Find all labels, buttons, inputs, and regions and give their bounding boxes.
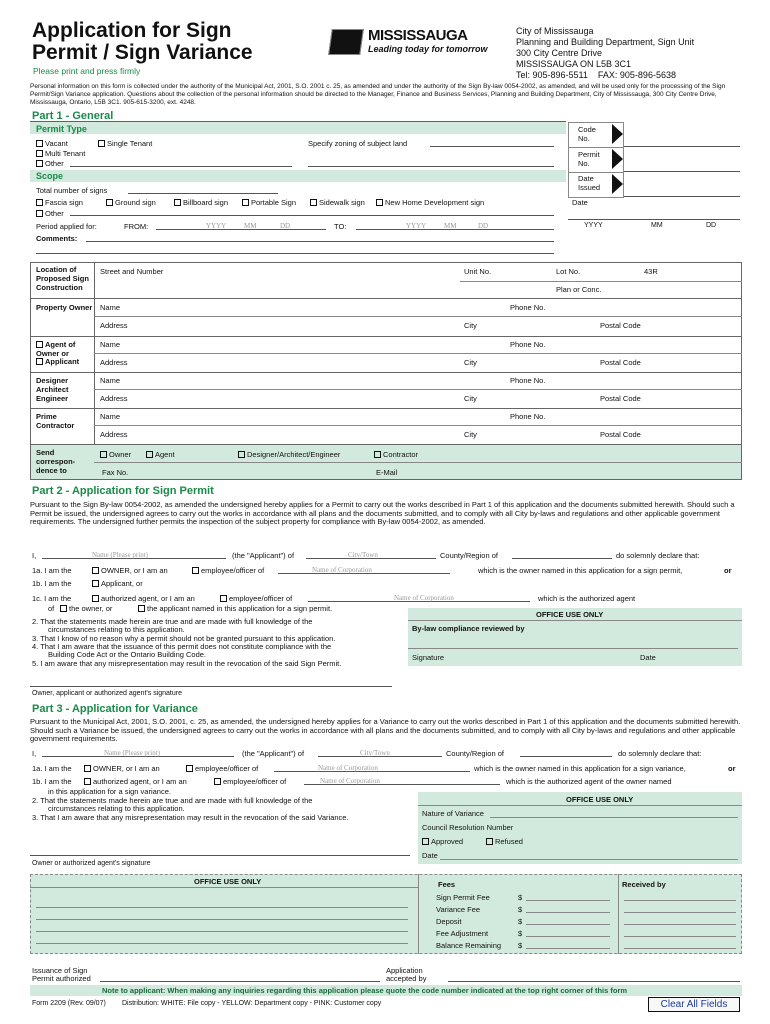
other-scope-checkbox[interactable]: Other xyxy=(36,209,64,218)
total-signs-input[interactable] xyxy=(128,193,278,194)
street-label: Street and Number xyxy=(100,267,164,276)
p3-owner-checkbox[interactable]: OWNER, or I am an xyxy=(84,764,160,773)
p3-auth-agent-checkbox[interactable]: authorized agent, or I am an xyxy=(84,777,187,786)
new-home-checkbox[interactable]: New Home Development sign xyxy=(376,198,484,207)
billboard-checkbox[interactable]: Billboard sign xyxy=(174,198,228,207)
p3-employee2-checkbox[interactable]: employee/officer of xyxy=(214,777,286,786)
agent-name-label: Name xyxy=(100,340,121,349)
footer-note: Note to applicant: When making any inquiries regarding this application please quote the code number indicated at the top right corner of this form xyxy=(102,986,628,995)
unit-label: Unit No. xyxy=(464,267,492,276)
send-contractor-checkbox[interactable]: Contractor xyxy=(374,450,418,459)
form-number: Form 2209 (Rev. 09/07) xyxy=(32,1000,106,1007)
code-no-label: Code No. xyxy=(578,125,596,143)
owner-city-label: City xyxy=(464,321,477,330)
prime-phone-label: Phone No. xyxy=(510,412,546,421)
portable-checkbox[interactable]: Portable Sign xyxy=(242,198,296,207)
comments-label: Comments: xyxy=(36,234,78,243)
other-checkbox[interactable]: Other xyxy=(36,159,64,168)
zoning-input-2[interactable] xyxy=(308,166,554,167)
ground-checkbox[interactable]: Ground sign xyxy=(106,198,156,207)
designer-name-label: Name xyxy=(100,376,121,385)
print-instruction: Please print and press firmly xyxy=(33,66,141,76)
agent-city-label: City xyxy=(464,358,477,367)
property-owner-label: Property Owner xyxy=(36,303,93,312)
location-label: Location of Proposed Sign Construction xyxy=(36,265,89,292)
period-label: Period applied for: xyxy=(36,222,97,231)
city-address: City of Mississauga Planning and Building Department, Sign Unit 300 City Centre Drive MISSISSAUGA ON L5B 3C1 Tel: 905-896-5511 FAX: 905-896-5638 xyxy=(516,26,695,80)
date-issued-input[interactable] xyxy=(624,196,740,197)
single-tenant-checkbox[interactable]: Single Tenant xyxy=(98,139,152,148)
comments-input[interactable] xyxy=(86,241,554,242)
date-label: Date xyxy=(572,198,588,207)
arrow-icon xyxy=(612,149,623,169)
designer-city-label: City xyxy=(464,394,477,403)
lot-label: Lot No. xyxy=(556,267,581,276)
prime-address-label: Address xyxy=(100,430,128,439)
part2-intro: Pursuant to the Sign By-law 0054-2002, as amended the undersigned hereby applies for a Permit to carry out the works described in Part 1 of this application and the documents submitted herewith. Should such a Permit be issued, the undersigned agrees to carry out the works in accordance with all plans and the documents submitted, and to comply with all City by-laws and regulations and other applicable government requirements. The undersigned further permits the inspection of the subject property for compliance with By-law 0054-2002, as amended. xyxy=(30,500,735,526)
prime-name-label: Name xyxy=(100,412,121,421)
part3-intro: Pursuant to the Municipal Act, 2001, S.O. 2001, c. 25, as amended, the undersigned hereby applies for a Variance to carry out the works described in Part 1 of this application and the documents submitted herewith. Should such a Variance be issued, the undersigned agrees to carry out the works in accordance with all plans and the documents submitted, and to comply with all City by-laws and regulations and other applicable government requirements. xyxy=(30,717,741,743)
issuance-input[interactable] xyxy=(100,981,380,982)
applicant-checkbox[interactable]: Applicant xyxy=(36,357,79,366)
privacy-notice: Personal information on this form is collected under the authority of the Municipal Act, 2001, S.O. 2001 c. 25, as amended and under the authority of the Sign By-law 0054-2002, as amended, and will be used only for the processing of the Sign Permit/Sign Variance application. Questions about the collection of the personal information should be directed to the Manager, Finance and Business Services, Planning and Building Department, City of Mississauga, 300 City Centre Drive, Mississauga, Ontario, L5B 3C1. 905-615-3200, ext. 4248. xyxy=(30,83,726,106)
p3-employee-checkbox[interactable]: employee/officer of xyxy=(186,764,258,773)
yyyy-label: YYYY xyxy=(584,222,603,229)
p2-county-input[interactable] xyxy=(512,558,612,559)
fax-label: Fax No. xyxy=(102,468,129,477)
p2-owner-checkbox[interactable]: OWNER, or I am an xyxy=(92,566,168,575)
date-input[interactable] xyxy=(568,219,740,220)
p2-employee-checkbox[interactable]: employee/officer of xyxy=(192,566,264,575)
send-to-label: Send correspon-dence to xyxy=(36,448,76,475)
mississauga-logo: MISSISSAUGA Leading today for tomorrow xyxy=(330,27,490,57)
p2-applicant-checkbox[interactable]: Applicant, or xyxy=(92,579,143,588)
form-title: Application for Sign Permit / Sign Variance xyxy=(32,19,253,64)
agent-address-label: Address xyxy=(100,358,128,367)
from-label: FROM: xyxy=(124,222,149,231)
plan-label: Plan or Conc. xyxy=(556,285,602,294)
clear-all-button[interactable]: Clear All Fields xyxy=(648,997,740,1012)
vacant-checkbox[interactable]: Vacant xyxy=(36,139,68,148)
designer-label: Designer Architect Engineer xyxy=(36,376,69,403)
send-designer-checkbox[interactable]: Designer/Architect/Engineer xyxy=(238,450,340,459)
fascia-checkbox[interactable]: Fascia sign xyxy=(36,198,83,207)
p3-county-input[interactable] xyxy=(520,756,612,757)
comments-input-2[interactable] xyxy=(36,253,554,254)
to-label: TO: xyxy=(334,222,347,231)
sidewalk-checkbox[interactable]: Sidewalk sign xyxy=(310,198,365,207)
agent-phone-label: Phone No. xyxy=(510,340,546,349)
arrow-icon xyxy=(612,124,623,144)
part1-title: Part 1 - General xyxy=(32,110,114,122)
email-label: E-Mail xyxy=(376,468,398,477)
43r-label: 43R xyxy=(644,267,658,276)
send-owner-checkbox[interactable]: Owner xyxy=(100,450,131,459)
send-agent-checkbox[interactable]: Agent xyxy=(146,450,175,459)
designer-postal-label: Postal Code xyxy=(600,394,641,403)
p2-of-owner-checkbox[interactable]: the owner, or xyxy=(60,604,112,613)
other-scope-input[interactable] xyxy=(70,215,554,216)
prime-city-label: City xyxy=(464,430,477,439)
part3-title: Part 3 - Application for Variance xyxy=(32,703,198,715)
arrow-icon xyxy=(612,174,623,194)
multi-tenant-checkbox[interactable]: Multi Tenant xyxy=(36,149,85,158)
mm-label: MM xyxy=(651,222,663,229)
prime-label: Prime Contractor xyxy=(36,412,75,430)
owner-name-label: Name xyxy=(100,303,121,312)
designer-phone-label: Phone No. xyxy=(510,376,546,385)
p2-signature-input[interactable] xyxy=(30,686,392,687)
part2-title: Part 2 - Application for Sign Permit xyxy=(32,485,214,497)
owner-address-label: Address xyxy=(100,321,128,330)
p2-of-applicant-checkbox[interactable]: the applicant named in this application for a sign permit. xyxy=(138,604,332,613)
total-signs-label: Total number of signs xyxy=(36,186,108,195)
from-date-input[interactable] xyxy=(156,229,326,230)
agent-postal-label: Postal Code xyxy=(600,358,641,367)
permit-type-heading: Permit Type xyxy=(36,124,87,134)
accepted-by-input[interactable] xyxy=(448,981,740,982)
p3-signature-input[interactable] xyxy=(30,855,410,856)
approved-checkbox[interactable]: Approved xyxy=(422,837,463,846)
agent-checkbox[interactable]: Agent of xyxy=(36,340,75,349)
refused-checkbox[interactable]: Refused xyxy=(486,837,523,846)
p2-employee2-checkbox[interactable]: employee/officer of xyxy=(220,594,292,603)
scope-heading: Scope xyxy=(36,171,64,181)
zoning-input[interactable] xyxy=(430,146,554,147)
p2-auth-agent-checkbox[interactable]: authorized agent, or I am an xyxy=(92,594,195,603)
zoning-label: Specify zoning of subject land xyxy=(308,139,408,148)
owner-postal-label: Postal Code xyxy=(600,321,641,330)
logo-mark-icon xyxy=(328,29,364,55)
owner-or-label: Owner or xyxy=(36,349,69,358)
designer-address-label: Address xyxy=(100,394,128,403)
date-issued-label: Date Issued xyxy=(578,174,601,192)
other-input[interactable] xyxy=(70,166,292,167)
prime-postal-label: Postal Code xyxy=(600,430,641,439)
distribution-note: Distribution: WHITE: File copy - YELLOW: Department copy - PINK: Customer copy xyxy=(122,1000,382,1007)
permit-no-label: Permit No. xyxy=(578,150,600,168)
code-input[interactable] xyxy=(624,146,740,147)
permit-no-input[interactable] xyxy=(624,171,740,172)
owner-phone-label: Phone No. xyxy=(510,303,546,312)
dd-label: DD xyxy=(706,222,717,229)
